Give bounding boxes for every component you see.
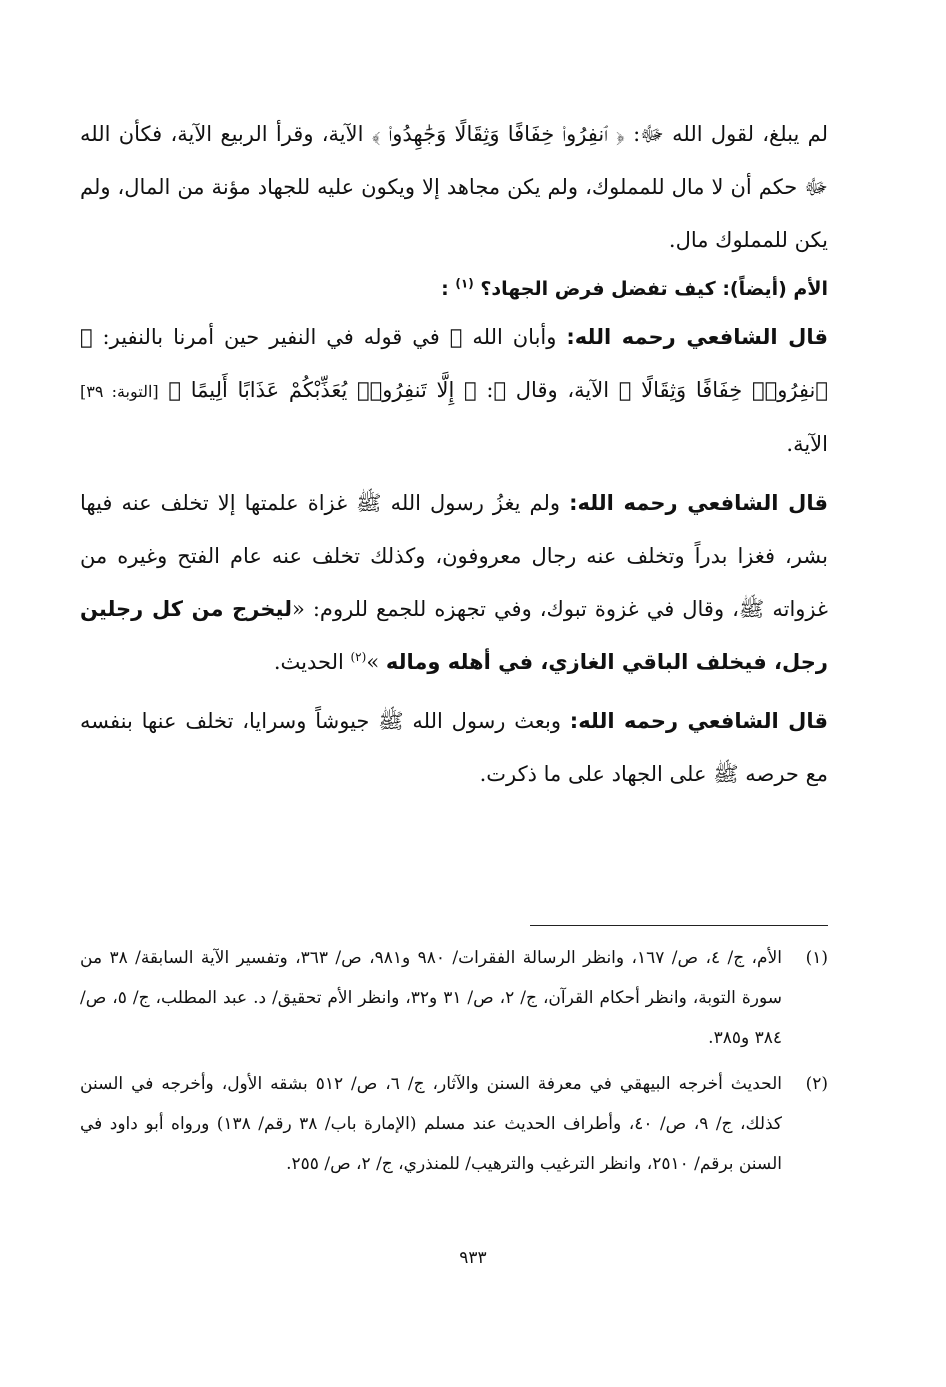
footnote-2	[80, 1064, 828, 1184]
footnote-number: (١)	[805, 948, 828, 968]
paragraph-2-end: الحديث.	[273, 650, 351, 674]
heading-text: الأم (أيضاً): كيف تفضل فرض الجهاد؟	[480, 278, 828, 300]
intro-paragraph	[80, 108, 828, 267]
paragraph-1-end: الآية.	[786, 432, 828, 456]
hadith-quote: ليخرج من كل رجلين رجل، فيخلف الباقي الغازي، في أهله وماله	[80, 597, 828, 674]
paragraph-1	[80, 311, 828, 471]
paragraph-2	[80, 477, 828, 689]
footnotes	[80, 938, 828, 1190]
footnote-text: الأم، ج/ ٤، ص/ ١٦٧، وانظر الرسالة الفقرات/ ٩٨٠ و٩٨١، ص/ ٣٦٣، وتفسير الآية السابقة/ ٣٨ من سورة التوبة، وانظر أحكام القرآن، ج/ ٢، ص/ ٣١ و٣٢، وانظر الأم تحقيق/ د. عبد المطلب، ج/ ٥، ص/ ٣٨٤ و٣٨٥.	[80, 948, 782, 1048]
paragraph-3	[80, 695, 828, 801]
footnote-1	[80, 938, 828, 1058]
intro-text: لم يبلغ، لقول الله ﷻ: ﴿ ٱنفِرُوا۟ خِفَافًا وَثِقَالًا وَجَٰهِدُوا۟ ﴾ الآية، وقرأ الربيع الآية، فكأن الله ﷻ حكم أن لا مال للمملوك، ولم يكن مجاهد إلا ويكون عليه للجهاد مؤنة من المال، ولم يكن للمملوك مال.	[80, 122, 828, 252]
paragraph-3-text: وبعث رسول الله ﷺ جيوشاً وسرايا، تخلف عنها بنفسه مع حرصه ﷺ على الجهاد على ما ذكرت.	[80, 709, 828, 786]
footnote-text: الحديث أخرجه البيهقي في معرفة السنن والآثار، ج/ ٦، ص/ ٥١٢ بشقه الأول، وأخرجه في السنن كذلك، ج/ ٩، ص/ ٤٠، وأطراف الحديث عند مسلم (الإمارة باب/ ٣٨ رقم/ ١٣٨) ورواه أبو داود في السنن برقم/ ٢٥١٠، وانظر الترغيب والترهيب/ للمنذري، ج/ ٢، ص/ ٢٥٥.	[80, 1074, 783, 1174]
heading-footnote-ref[interactable]: (١)	[455, 276, 474, 291]
heading-suffix: :	[441, 278, 449, 300]
section-heading	[80, 267, 828, 311]
main-text	[80, 108, 828, 801]
paragraph-2-text: ولم يغزُ رسول الله ﷺ غزاة علمتها إلا تخلف عنه فيها بشر، فغزا بدراً وتخلف عنه رجال معروفون، وكذلك تخلف عنه عام الفتح وغيره من غزواته ﷺ، وقال في غزوة تبوك، وفي تجهزه للجمع للروم: «	[80, 491, 828, 621]
paragraph-1-text: وأبان الله ﷻ في قوله في النفير حين أمرنا بالنفير: ﴿ ٱنفِرُوا۟ خِفَافًا وَثِقَالًا ﴾ الآية، وقال ﷻ: ﴿ إِلَّا تَنفِرُوا۟ يُعَذِّبْكُمْ عَذَابًا أَلِيمًا ﴾	[80, 325, 828, 402]
speaker-label: قال الشافعي رحمه الله:	[569, 709, 828, 733]
footnote-number: (٢)	[805, 1074, 828, 1094]
paragraph-2-footnote-ref[interactable]: (٢)	[350, 650, 367, 664]
quran-citation: [التوبة: ٣٩]	[80, 382, 159, 401]
speaker-label: قال الشافعي رحمه الله:	[566, 325, 829, 349]
quote-close: »	[366, 650, 386, 674]
page-number: ٩٣٣	[459, 1248, 487, 1268]
footnote-separator	[530, 925, 828, 926]
speaker-label: قال الشافعي رحمه الله:	[569, 491, 828, 515]
